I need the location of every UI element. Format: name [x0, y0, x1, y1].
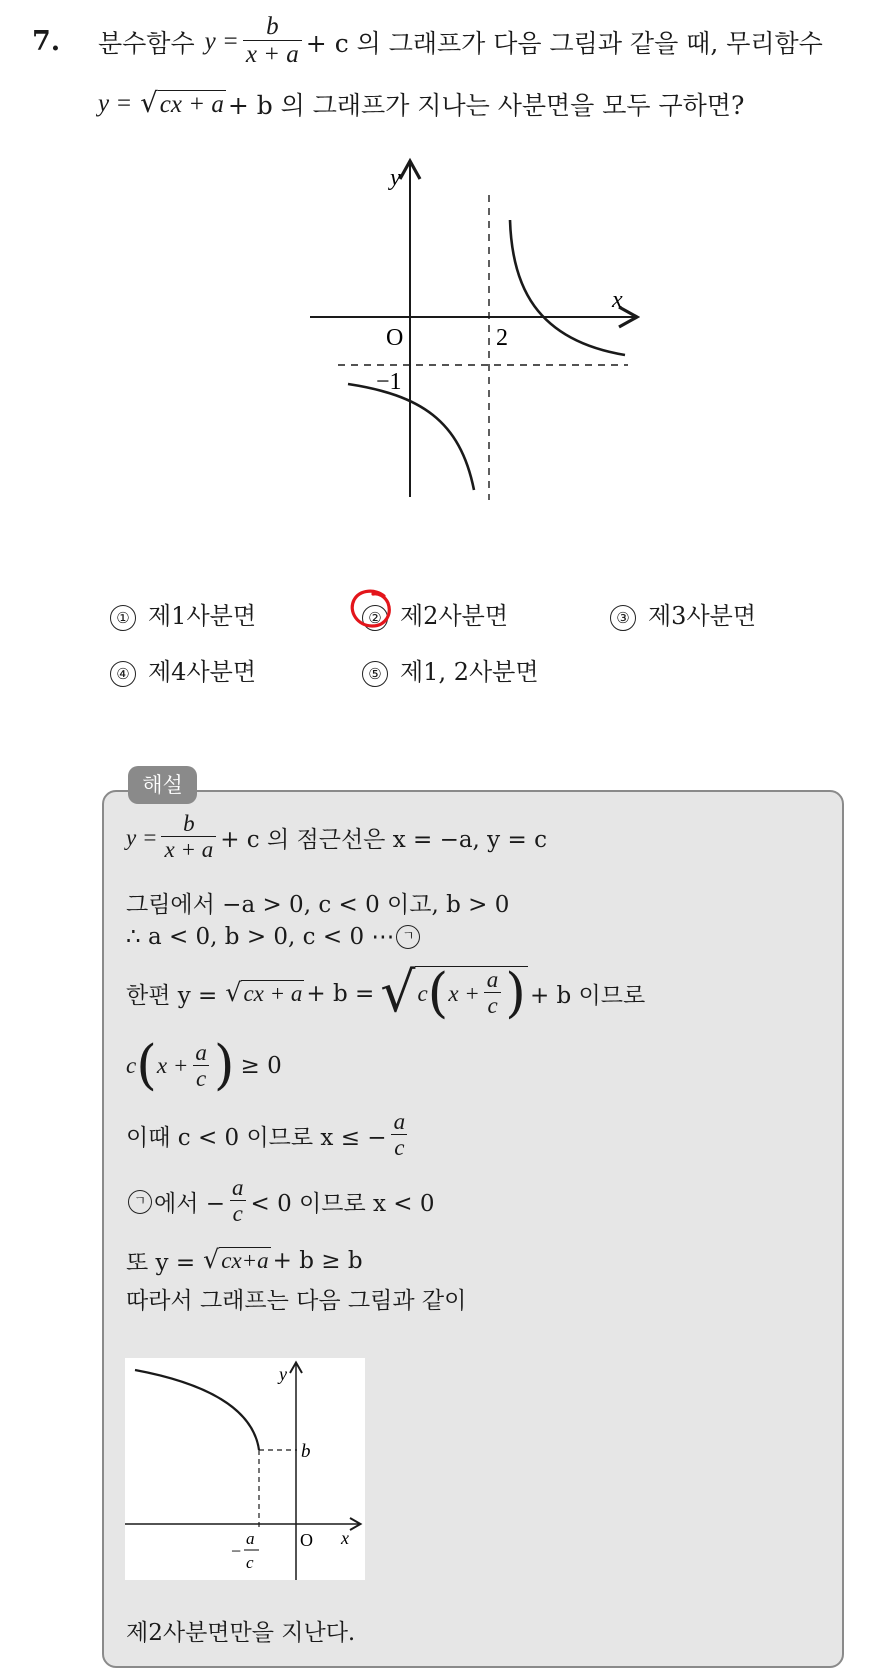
y-axis-label: y [390, 165, 401, 191]
solution-tag: 해설 [128, 766, 197, 804]
solution-line-9: 따라서 그래프는 다음 그림과 같이 [126, 1288, 467, 1314]
question-line-2: y = √ cx + a + b 의 그래프가 지나는 사분면을 모두 구하면? [98, 86, 745, 120]
fig2-x-label: x [341, 1528, 349, 1548]
question-number: 7. [32, 26, 61, 57]
solution-line-1: y = $\frac{b}{x + a}$ + c 의 점근선은 x = −a, y = c [126, 811, 547, 863]
upper-right-branch [510, 220, 625, 355]
question-line-2-rest: + b 의 그래프가 지나는 사분면을 모두 구하면? [227, 91, 745, 120]
solution-final: 제2사분면만을 지난다. [126, 1620, 356, 1646]
fig2-tick-den: c [246, 1553, 254, 1572]
question-line-1: 분수함수 y = $\frac{b}{x + a}$ + c 의 그래프가 다음 그림과 같을 때, 무리함수 [98, 13, 823, 69]
fig2-tick-num: a [246, 1529, 255, 1548]
fig2-y-label: y [279, 1364, 287, 1384]
fig2-origin-label: O [300, 1530, 313, 1550]
fig2-tick-sign: − [231, 1541, 242, 1561]
solution-line-3: ∴ a < 0, b > 0, c < 0 ⋯ ㄱ [126, 924, 422, 950]
solution-line-2: 그림에서 −a > 0, c < 0 이고, b > 0 [126, 892, 510, 918]
solution-line-8: 또 y = √ cx+a + b ≥ b [126, 1245, 363, 1276]
solution-line-6: 이때 c < 0 이므로 x ≤ − $\frac{a}{c}$ [126, 1110, 412, 1162]
fig2-b-label: b [301, 1441, 311, 1462]
question-after-fraction: + c 의 그래프가 다음 그림과 같을 때, 무리함수 [305, 29, 823, 58]
solution-line-4: 한편 y = √ cx + a + b = √ c ( x + $\frac{a}{c}$ ) + b 이므로 [126, 961, 646, 1025]
choice-1[interactable]: ① 제1사분면 [110, 596, 256, 631]
asymptote-2-label: 2 [496, 325, 508, 351]
choice-4[interactable]: ④ 제4사분면 [110, 652, 256, 687]
question-fraction: $\frac{b}{x + a}$ [243, 14, 302, 70]
choice-3[interactable]: ③ 제3사분면 [610, 596, 756, 631]
sqrt-graph-figure [125, 1358, 365, 1580]
question-sqrt: √ cx + a [140, 86, 224, 119]
x-axis-label: x [612, 287, 623, 313]
question-prefix: 분수함수 [98, 29, 195, 58]
choice-5[interactable]: ⑤ 제1, 2사분면 [362, 652, 539, 687]
hyperbola-figure [300, 155, 640, 510]
solution-line-7: ㄱ 에서 − $\frac{a}{c}$ < 0 이므로 x < 0 [126, 1176, 435, 1228]
solution-line-5: c ( x + $\frac{a}{c}$ ) ≥ 0 [126, 1035, 282, 1096]
choice-2[interactable]: ② 제2사분면 [362, 596, 508, 631]
answer-mark-circle [346, 586, 396, 632]
asymptote-minus1-label: −1 [376, 369, 402, 395]
origin-label: O [386, 325, 404, 351]
